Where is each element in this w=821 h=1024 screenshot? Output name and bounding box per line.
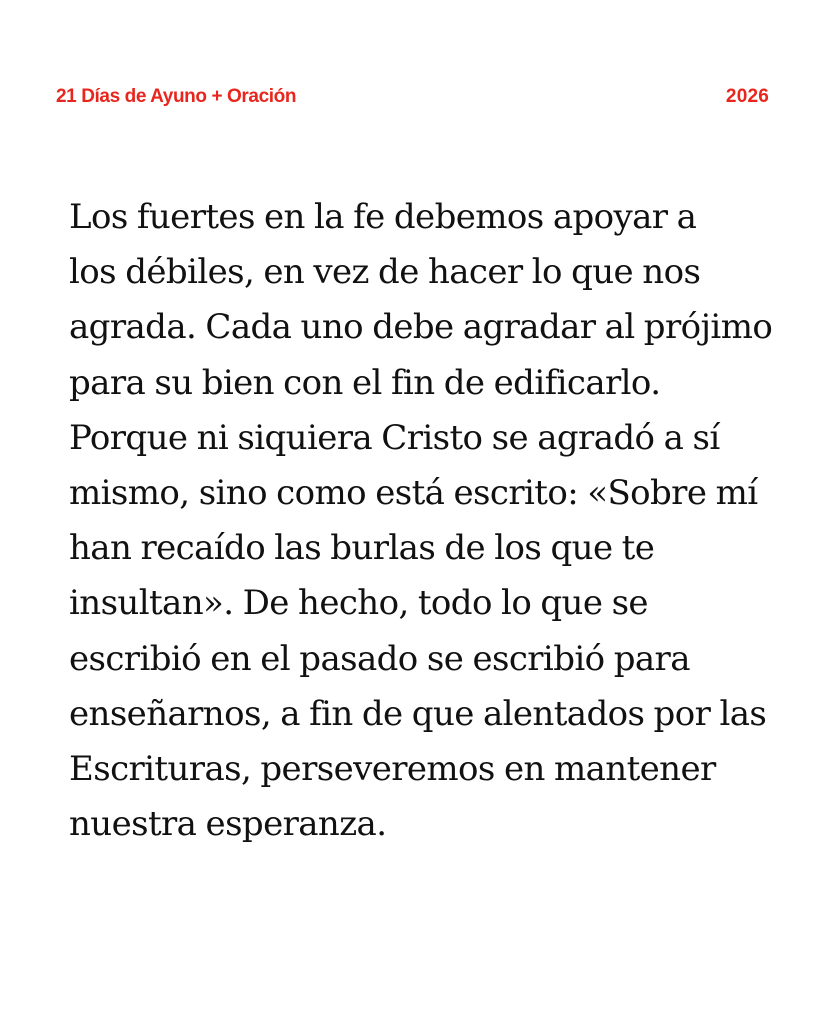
passage-line: Los fuertes en la fe debemos apoyar a [69, 197, 697, 237]
passage-line: escribió en el pasado se escribió para [69, 638, 690, 679]
passage-line: agrada. Cada uno debe agradar al prójimo [69, 307, 773, 348]
page-header [56, 84, 769, 110]
passage-line: Escrituras, perseveremos en mantener [69, 749, 716, 790]
passage-line: mismo, sino como está escrito: «Sobre mí [69, 473, 758, 514]
devotional-title: 21 Días de Ayuno + Oración [56, 86, 297, 107]
passage-line: han recaído las burlas de los que te [69, 528, 655, 569]
passage-line: Porque ni siquiera Cristo se agradó a sí [69, 417, 720, 458]
passage-line: los débiles, en vez de hacer lo que nos [69, 252, 701, 293]
passage-line: para su bien con el fin de edificarlo. [69, 362, 661, 403]
year-label: 2026 [725, 86, 769, 107]
passage-line: nuestra esperanza. [69, 804, 387, 845]
passage-line: enseñarnos, a fin de que alentados por las [69, 693, 767, 734]
passage-line: insultan». De hecho, todo lo que se [69, 583, 648, 624]
scripture-passage [69, 190, 773, 852]
